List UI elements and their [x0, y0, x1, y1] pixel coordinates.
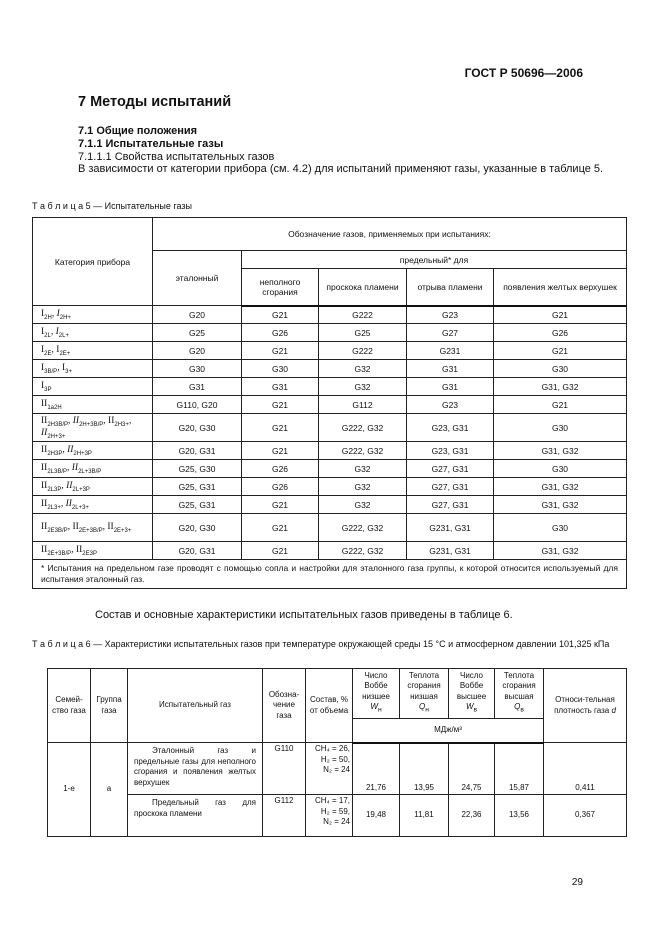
table-5	[32, 217, 627, 589]
family-cell: 1-е	[48, 743, 91, 837]
gas-cell: G30	[242, 360, 319, 378]
gas-cell: G31, G32	[494, 496, 627, 514]
col-header: появления желтых верхушек	[494, 269, 627, 306]
category-cell: $II_{2H3B/P}$, $II_{2H+3B/P}$, $II_{2H3+}$, $II_{2H+3+}$	[33, 414, 153, 442]
gas-cell: G30	[153, 360, 242, 378]
gas-cell: G31	[407, 378, 494, 396]
table-row	[33, 306, 627, 324]
unit-header: МДж/м³	[353, 719, 544, 743]
gas-cell: G21	[242, 342, 319, 360]
col-header: отрыва пламени	[407, 269, 494, 306]
value-cell: 15,87	[495, 743, 544, 795]
value-cell: 11,81	[400, 795, 449, 837]
gas-cell: G25, G31	[153, 496, 242, 514]
value-cell: 24,75	[449, 743, 495, 795]
col-header: Теплота сгорания высшая $Q_в$	[495, 669, 544, 719]
table-note: * Испытания на предельном газе проводят с помощью сопла и настройки для эталонного газа группы, к которой относится используемый для испытания эталонный газ.	[33, 560, 627, 589]
subsection-title: 7.1.1.1 Свойства испытательных газов	[78, 151, 275, 163]
gas-cell: G110, G20	[153, 396, 242, 414]
composition-cell: CH₄ = 26, H₂ = 50, N₂ = 24	[306, 743, 353, 795]
gas-cell: G25	[153, 324, 242, 342]
page-number: 29	[571, 877, 583, 888]
col-header: Обозначение газов, применяемых при испытаниях:	[153, 218, 627, 251]
table-row	[33, 442, 627, 460]
composition-cell: CH₄ = 17, H₂ = 59, N₂ = 24	[306, 795, 353, 837]
gas-cell: G222, G32	[319, 542, 407, 560]
gas-cell: G32	[319, 460, 407, 478]
gas-cell: G21	[494, 396, 627, 414]
gas-cell: G27, G31	[407, 478, 494, 496]
gas-cell: G231, G31	[407, 514, 494, 542]
category-cell: $I_{3P}$	[33, 378, 153, 396]
paragraph: Состав и основные характеристики испытательных газов приведены в таблице 6.	[95, 609, 513, 621]
table-row	[33, 478, 627, 496]
col-header: проскока пламени	[319, 269, 407, 306]
category-cell: $II_{2L3B/P}$, $II_{2L+3B/P}$	[33, 460, 153, 478]
col-header: Испытательный газ	[128, 669, 263, 743]
table-6	[47, 668, 627, 837]
category-cell: $I_{2E}$, $I_{2E+}$	[33, 342, 153, 360]
gas-cell: G31, G32	[494, 542, 627, 560]
gas-name-cell: Предельный газ для проскока пламени	[128, 795, 263, 837]
gas-cell: G21	[494, 306, 627, 324]
category-cell: $I_{2L}$, $I_{2L+}$	[33, 324, 153, 342]
gas-cell: G23, G31	[407, 414, 494, 442]
table-row	[33, 324, 627, 342]
category-cell: $II_{2E+3B/P}$, $II_{2E3P}$	[33, 542, 153, 560]
table-row	[33, 342, 627, 360]
gas-cell: G222, G32	[319, 414, 407, 442]
col-header: Категория прибора	[33, 218, 153, 306]
value-cell: 13,56	[495, 795, 544, 837]
col-header: предельный* для	[242, 251, 627, 269]
gas-cell: G26	[494, 324, 627, 342]
gas-code-cell: G110	[263, 743, 306, 795]
category-cell: $II_{2L3P}$, $II_{2L+3P}$	[33, 478, 153, 496]
col-header: Группа газа	[91, 669, 128, 743]
gas-cell: G21	[242, 496, 319, 514]
gas-cell: G26	[242, 478, 319, 496]
gas-cell: G20, G31	[153, 442, 242, 460]
gas-cell: G21	[242, 542, 319, 560]
category-cell: $II_{2L3+}$, $II_{2L+3+}$	[33, 496, 153, 514]
table-row	[33, 514, 627, 542]
gas-cell: G21	[242, 396, 319, 414]
table-row	[33, 396, 627, 414]
gas-cell: G31	[153, 378, 242, 396]
gas-cell: G21	[494, 342, 627, 360]
col-header: Теплота сгорания низшая $Q_н$	[400, 669, 449, 719]
gas-cell: G222, G32	[319, 442, 407, 460]
gas-cell: G27	[407, 324, 494, 342]
gas-cell: G222	[319, 342, 407, 360]
gas-cell: G27, G31	[407, 496, 494, 514]
table-row	[33, 378, 627, 396]
gas-cell: G231, G31	[407, 542, 494, 560]
col-header: Обозна-чение газа	[263, 669, 306, 743]
gas-cell: G21	[242, 514, 319, 542]
gas-cell: G31, G32	[494, 478, 627, 496]
gas-cell: G32	[319, 478, 407, 496]
col-header: неполного сгорания	[242, 269, 319, 306]
gas-cell: G26	[242, 324, 319, 342]
gas-cell: G32	[319, 360, 407, 378]
section-title: 7 Методы испытаний	[78, 94, 232, 110]
group-cell: а	[91, 743, 128, 837]
gas-cell: G31, G32	[494, 378, 627, 396]
gas-cell: G222	[319, 306, 407, 324]
gas-cell: G25, G30	[153, 460, 242, 478]
gas-cell: G21	[242, 442, 319, 460]
value-cell: 0,367	[544, 795, 627, 837]
gas-cell: G26	[242, 460, 319, 478]
gas-cell: G20	[153, 342, 242, 360]
col-header: Число Воббе низшее $W_н$	[353, 669, 400, 719]
gas-cell: G231	[407, 342, 494, 360]
col-header: Состав, % от объема	[306, 669, 353, 743]
value-cell: 21,76	[353, 743, 400, 795]
value-cell: 19,48	[353, 795, 400, 837]
table-row	[33, 542, 627, 560]
gas-cell: G27, G31	[407, 460, 494, 478]
gas-cell: G31	[242, 378, 319, 396]
gas-cell: G20, G30	[153, 414, 242, 442]
table-row	[33, 360, 627, 378]
gas-cell: G31	[407, 360, 494, 378]
gas-code-cell: G112	[263, 795, 306, 837]
gas-cell: G21	[242, 306, 319, 324]
gas-cell: G32	[319, 496, 407, 514]
subsection-title: 7.1 Общие положения	[78, 125, 198, 137]
gas-cell: G222, G32	[319, 514, 407, 542]
category-cell: $I_{3B/P}$, $I_{3+}$	[33, 360, 153, 378]
table-row	[33, 496, 627, 514]
table-caption: Т а б л и ц а 6 — Характеристики испытательных газов при температуре окружающей среды 15 °С и атмосферном давлении 101,325 кПа	[32, 639, 610, 649]
col-header: Относи-тельная плотность газа d	[544, 669, 627, 743]
col-header: Число Воббе высшее $W_в$	[449, 669, 495, 719]
gas-cell: G25, G31	[153, 478, 242, 496]
table-row	[33, 414, 627, 442]
gas-cell: G23	[407, 306, 494, 324]
category-cell: $I_{2H}$, $I_{2H+}$	[33, 306, 153, 324]
gas-cell: G23, G31	[407, 442, 494, 460]
table-caption: Т а б л и ц а 5 — Испытательные газы	[32, 201, 192, 211]
gas-cell: G31, G32	[494, 442, 627, 460]
category-cell: $II_{2H3P}$, $II_{2H+3P}$	[33, 442, 153, 460]
gas-cell: G30	[494, 414, 627, 442]
gas-cell: G25	[319, 324, 407, 342]
gas-cell: G20, G31	[153, 542, 242, 560]
gas-cell: G20, G30	[153, 514, 242, 542]
table-row	[48, 743, 627, 795]
gas-cell: G112	[319, 396, 407, 414]
gas-cell: G30	[494, 460, 627, 478]
table-row	[48, 795, 627, 837]
subsection-title: 7.1.1 Испытательные газы	[78, 138, 224, 150]
value-cell: 22,36	[449, 795, 495, 837]
col-header: эталонный	[153, 251, 242, 306]
gas-cell: G30	[494, 360, 627, 378]
gas-cell: G21	[242, 414, 319, 442]
value-cell: 13,95	[400, 743, 449, 795]
category-cell: $II_{2E3B/P}$, $II_{2E+3B/P}$, $II_{2E+3+}$	[33, 514, 153, 542]
gas-cell: G20	[153, 306, 242, 324]
gas-cell: G30	[494, 514, 627, 542]
gas-cell: G32	[319, 378, 407, 396]
document-header: ГОСТ Р 50696—2006	[464, 66, 583, 80]
table-row	[33, 460, 627, 478]
paragraph: В зависимости от категории прибора (см. 4.2) для испытаний применяют газы, указанные в таблице 5.	[78, 163, 604, 175]
gas-cell: G23	[407, 396, 494, 414]
value-cell: 0,411	[544, 743, 627, 795]
category-cell: $II_{1a2H}$	[33, 396, 153, 414]
col-header: Семей-ство газа	[48, 669, 91, 743]
gas-name-cell: Эталонный газ и предельные газы для неполного сгорания и появления желтых верхушек	[128, 743, 263, 795]
